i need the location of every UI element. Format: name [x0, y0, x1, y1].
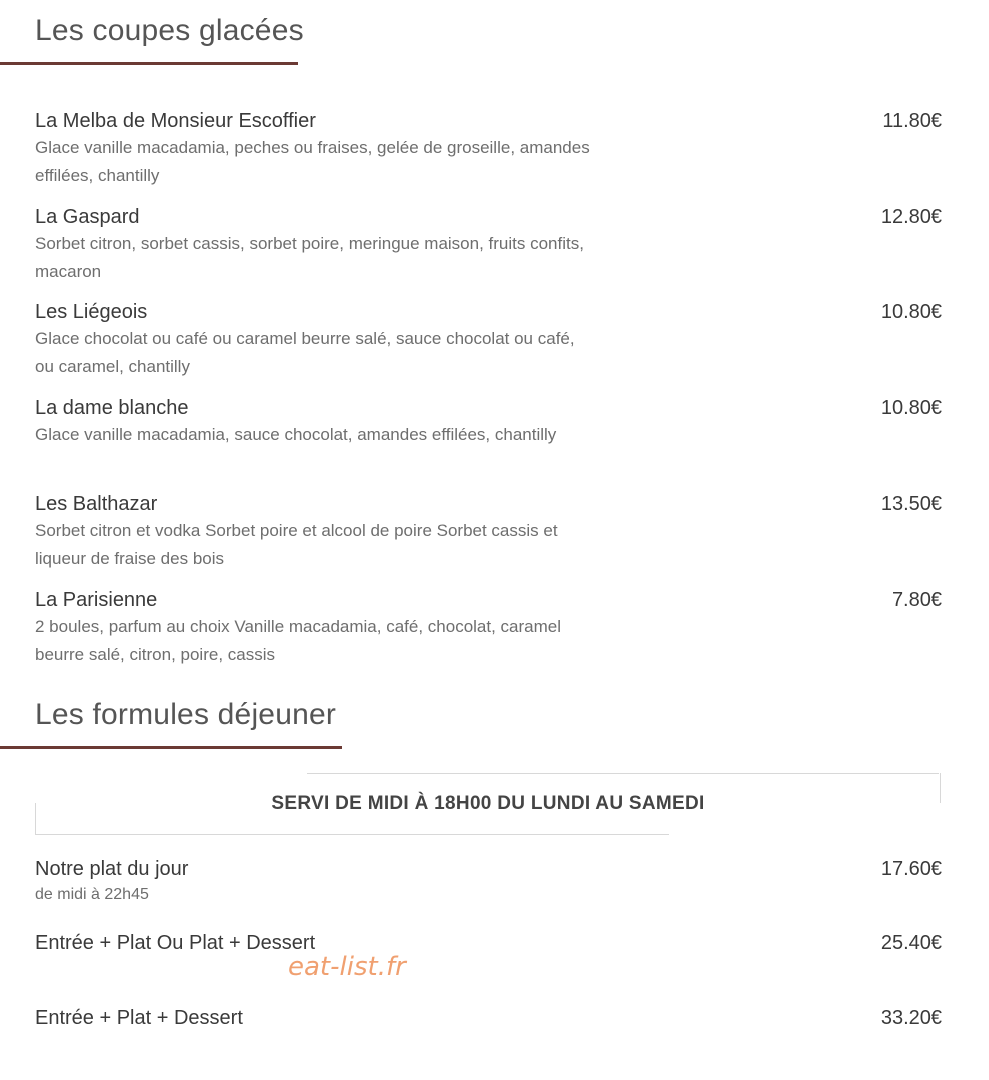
item-price: 11.80€ — [882, 110, 942, 132]
item-price: 10.80€ — [880, 397, 942, 419]
item-description: Glace vanille macadamia, peches ou fraises, gelée de groseille, amandes effilées, chantilly — [35, 138, 590, 185]
item-name: Les Liégeois — [35, 301, 148, 323]
item-name: La Gaspard — [35, 206, 140, 228]
item-description: Glace vanille macadamia, sauce chocolat, amandes effilées, chantilly — [35, 425, 557, 444]
banner-border-top — [307, 773, 939, 774]
item-price: 13.50€ — [880, 493, 942, 515]
section-divider-coupes — [0, 62, 298, 65]
item-name: La Melba de Monsieur Escoffier — [35, 110, 316, 132]
menu-item-formule-2 — [35, 930, 945, 956]
item-description: Sorbet citron et vodka Sorbet poire et alcool de poire Sorbet cassis et liqueur de fraise des bois — [35, 521, 558, 568]
item-price: 12.80€ — [880, 206, 942, 228]
item-price: 33.20€ — [880, 1007, 942, 1029]
watermark: eat-list.fr — [288, 952, 406, 982]
menu-item-melba — [35, 108, 945, 190]
section-title-formules: Les formules déjeuner — [35, 698, 337, 731]
item-name: La dame blanche — [35, 397, 189, 419]
item-name: Entrée + Plat + Dessert — [35, 1007, 243, 1029]
banner-text: SERVI DE MIDI À 18H00 DU LUNDI AU SAMEDI — [271, 793, 705, 814]
section-title-coupes: Les coupes glacées — [35, 14, 304, 47]
item-price: 10.80€ — [880, 301, 942, 323]
menu-item-balthazar — [35, 491, 945, 573]
menu-item-plat-du-jour — [35, 856, 945, 908]
menu-item-parisienne — [35, 587, 945, 669]
item-price: 25.40€ — [880, 932, 942, 954]
menu-item-liegeois — [35, 299, 945, 381]
menu-item-gaspard — [35, 204, 945, 286]
item-description: 2 boules, parfum au choix Vanille macadamia, café, chocolat, caramel beurre salé, citron, poire, cassis — [35, 617, 562, 664]
item-description: Glace chocolat ou café ou caramel beurre salé, sauce chocolat ou café, ou caramel, chantilly — [35, 329, 575, 376]
item-description: Sorbet citron, sorbet cassis, sorbet poire, meringue maison, fruits confits, macaron — [35, 234, 584, 281]
banner-border-bottom — [35, 834, 669, 835]
item-name: La Parisienne — [35, 589, 158, 611]
item-name: Les Balthazar — [35, 493, 158, 515]
section-divider-formules — [0, 746, 342, 749]
item-name: Entrée + Plat Ou Plat + Dessert — [35, 932, 316, 954]
menu-item-formule-3 — [35, 1005, 945, 1031]
menu-item-dame-blanche — [35, 395, 945, 449]
service-hours-banner — [35, 773, 941, 835]
item-description: de midi à 22h45 — [35, 886, 149, 903]
item-name: Notre plat du jour — [35, 858, 189, 880]
item-price: 7.80€ — [891, 589, 942, 611]
item-price: 17.60€ — [880, 858, 942, 880]
